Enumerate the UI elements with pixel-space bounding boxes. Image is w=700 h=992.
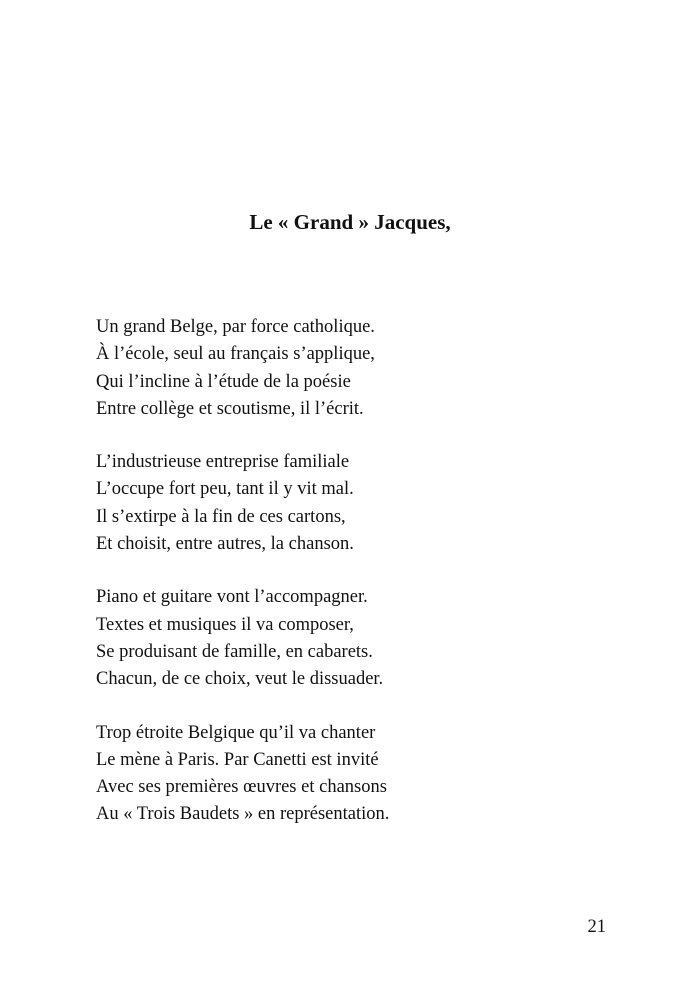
verse-line: Il s’extirpe à la fin de ces cartons, xyxy=(96,506,346,527)
poem-body xyxy=(96,314,656,855)
stanza xyxy=(96,720,656,829)
verse-line: Piano et guitare vont l’accompagner. xyxy=(96,587,368,608)
verse-line: Entre collège et scoutisme, il l’écrit. xyxy=(96,398,364,419)
stanza xyxy=(96,449,656,558)
verse-line: À l’école, seul au français s’applique, xyxy=(96,344,375,365)
verse-line: Chacun, de ce choix, veut le dissuader. xyxy=(96,669,384,690)
verse-line: Un grand Belge, par force catholique. xyxy=(96,317,375,337)
poem-title: Le « Grand » Jacques, xyxy=(249,210,451,234)
verse-line: Le mène à Paris. Par Canetti est invité xyxy=(96,749,379,770)
verse-line: Avec ses premières œuvres et chansons xyxy=(96,777,387,798)
verse-line: L’occupe fort peu, tant il y vit mal. xyxy=(96,479,354,500)
verse-line: Se produisant de famille, en cabarets. xyxy=(96,641,373,662)
page-number: 21 xyxy=(587,917,606,937)
stanza xyxy=(96,584,656,693)
verse-line: Textes et musiques il va composer, xyxy=(96,614,354,635)
verse-line: Et choisit, entre autres, la chanson. xyxy=(96,534,354,555)
verse-line: Trop étroite Belgique qu’il va chanter xyxy=(96,722,376,743)
stanza xyxy=(96,314,656,423)
verse-line: Au « Trois Baudets » en représentation. xyxy=(96,804,390,825)
verse-line: L’industrieuse entreprise familiale xyxy=(96,452,350,473)
verse-line: Qui l’incline à l’étude de la poésie xyxy=(96,371,351,392)
